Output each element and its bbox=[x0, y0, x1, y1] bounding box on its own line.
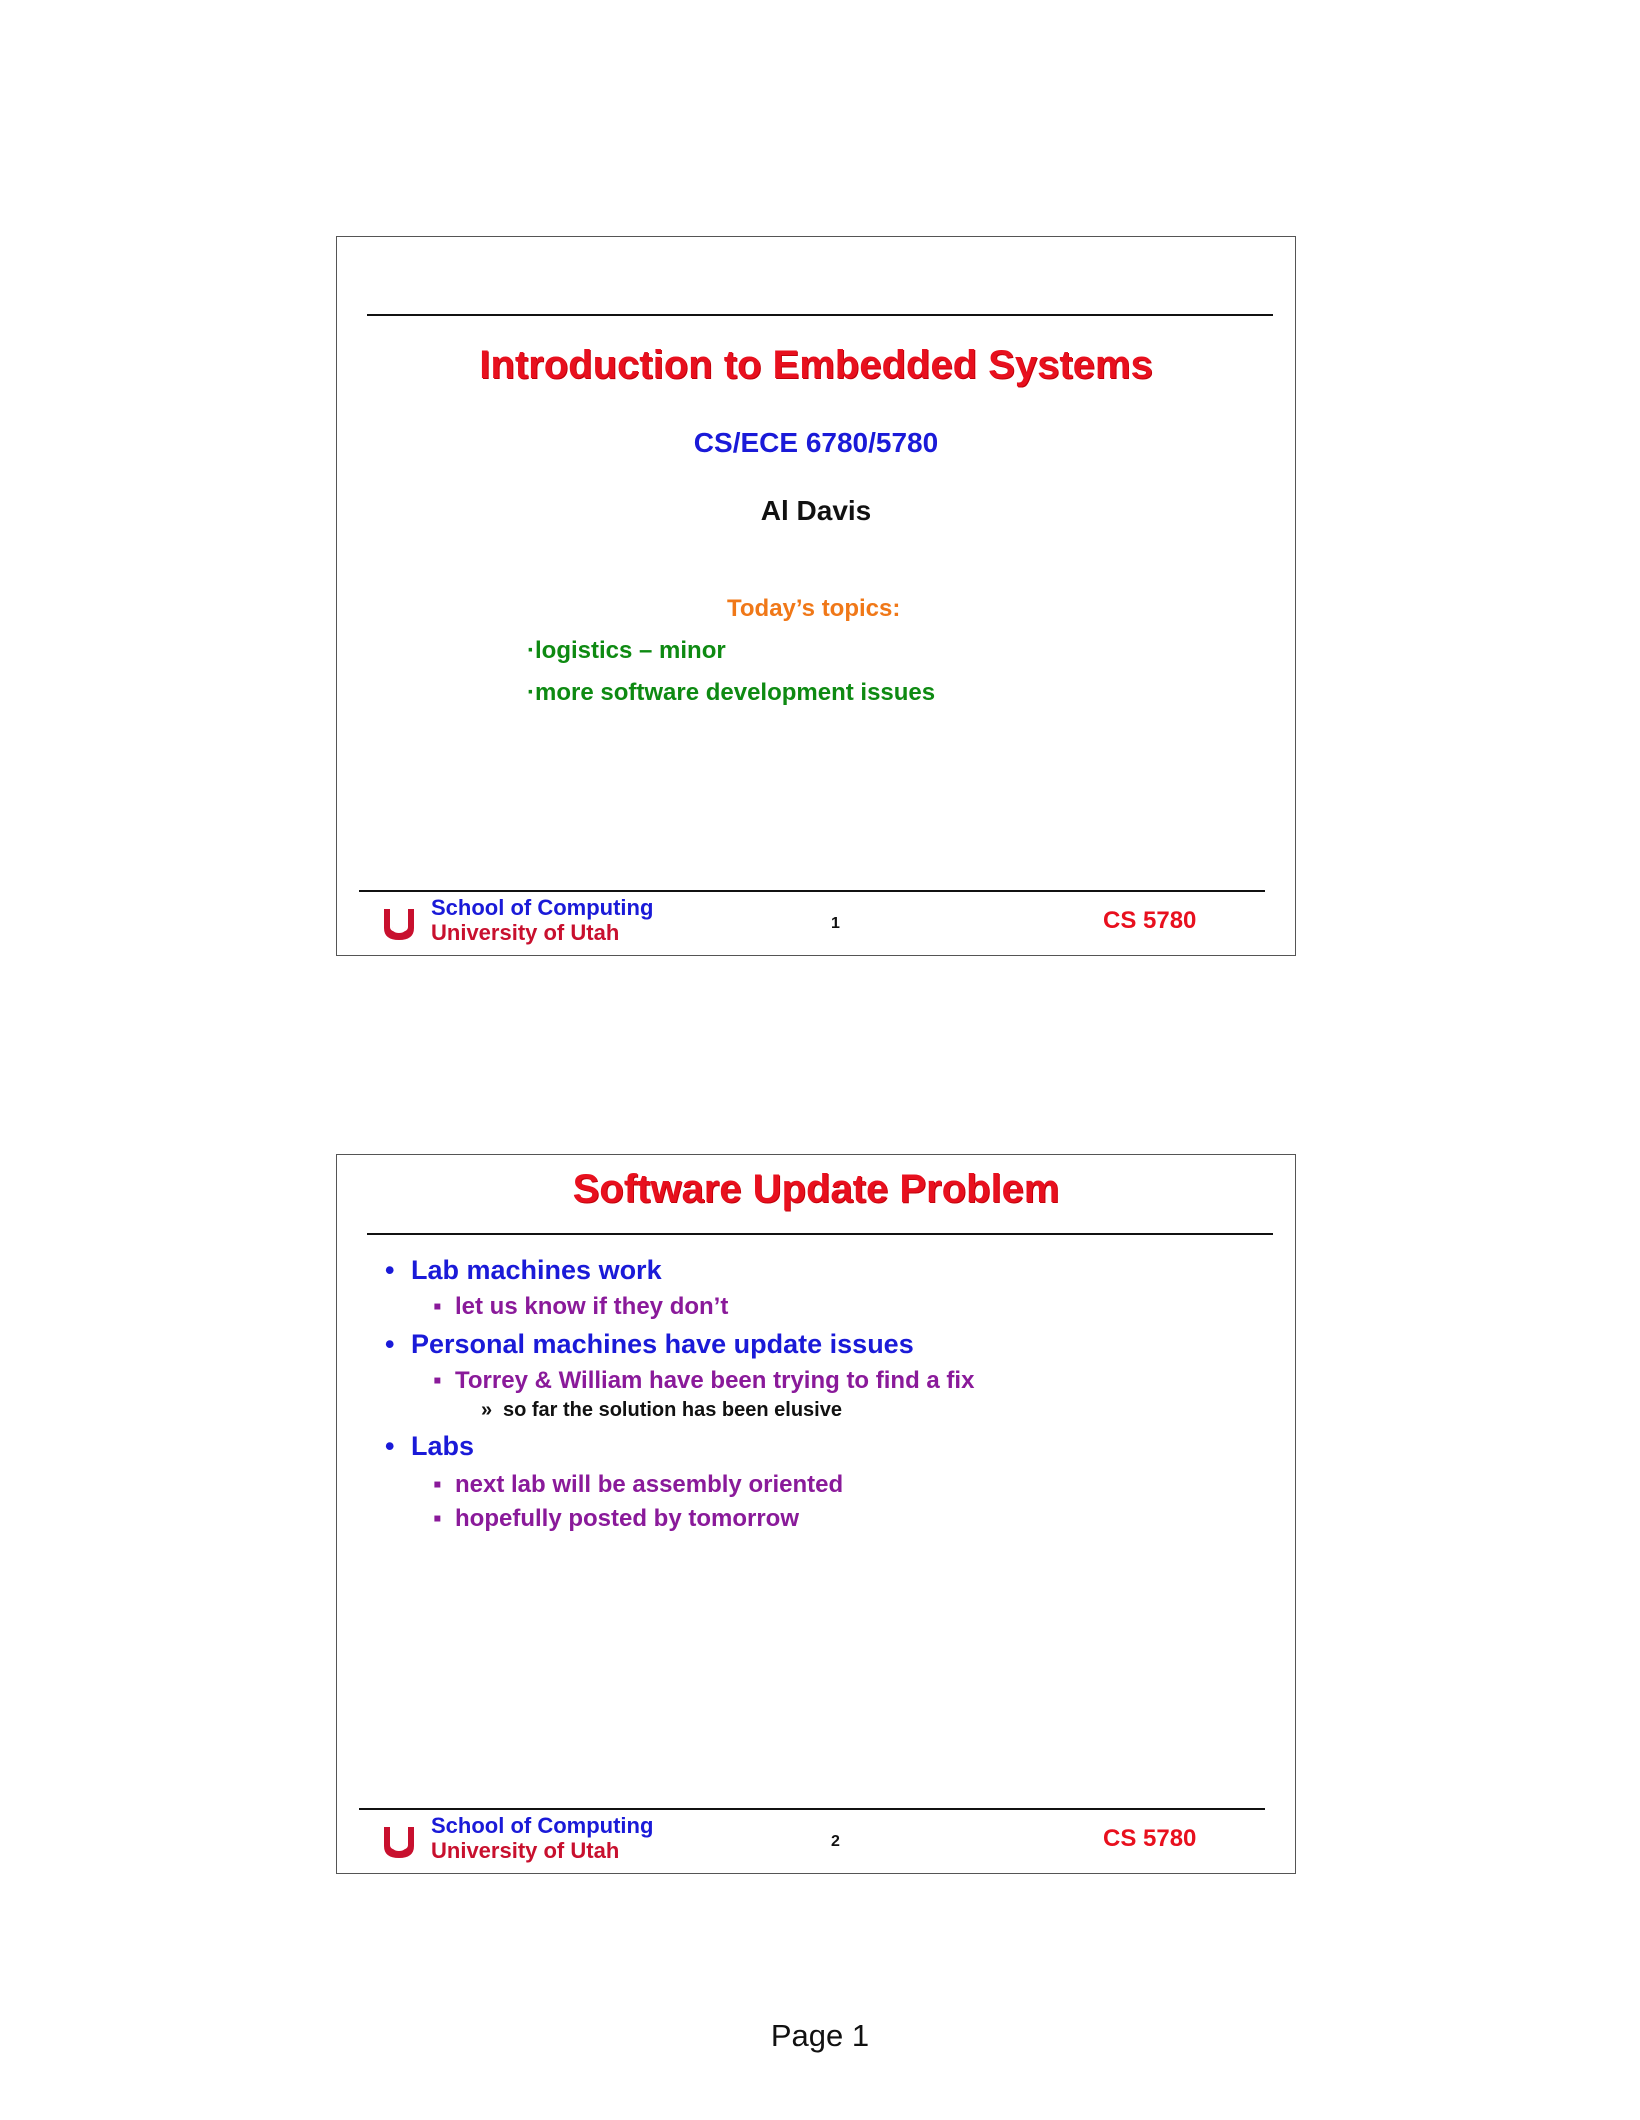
bullet-level3: » so far the solution has been elusive bbox=[481, 1399, 842, 1421]
footer-school: School of Computing bbox=[431, 1813, 654, 1838]
square-bullet-icon: ▪ bbox=[433, 1293, 442, 1320]
bullet-dot-icon: • bbox=[385, 1329, 395, 1359]
bullet-level2: ▪ let us know if they don’t bbox=[433, 1293, 729, 1320]
double-arrow-bullet-icon: » bbox=[481, 1399, 493, 1421]
title-rule bbox=[367, 314, 1273, 316]
footer-school: School of Computing bbox=[431, 895, 654, 920]
bullet-dot-icon: • bbox=[385, 1255, 395, 1285]
topic-item: ·more software development issues bbox=[527, 679, 936, 706]
author: Al Davis bbox=[760, 495, 872, 526]
footer-university: University of Utah bbox=[431, 920, 620, 945]
footer-university: University of Utah bbox=[431, 1838, 620, 1863]
footer-rule bbox=[359, 1808, 1265, 1810]
slide-title: Introduction to Embedded Systems bbox=[479, 343, 1153, 387]
bullet-level2: ▪ hopefully posted by tomorrow bbox=[433, 1505, 800, 1532]
bullet-level2: ▪ Torrey & William have been trying to find a fix bbox=[433, 1367, 975, 1394]
square-bullet-icon: ▪ bbox=[433, 1505, 442, 1532]
topics-heading: Today’s topics: bbox=[727, 595, 901, 622]
slide-title: Software Update Problem bbox=[572, 1167, 1060, 1211]
slide-number: 1 bbox=[831, 915, 840, 932]
footer-course: CS 5780 bbox=[1103, 907, 1197, 934]
page-label: Page 1 bbox=[770, 2018, 870, 2053]
square-bullet-icon: ▪ bbox=[433, 1471, 442, 1498]
title-rule bbox=[367, 1233, 1273, 1235]
bullet-dot-icon: • bbox=[385, 1431, 395, 1461]
bullet-level2: ▪ next lab will be assembly oriented bbox=[433, 1471, 844, 1498]
bullet-level1: • Labs bbox=[385, 1431, 475, 1461]
slide-number: 2 bbox=[831, 1833, 840, 1850]
bullet-level1: • Lab machines work bbox=[385, 1255, 662, 1285]
topic-item: ·logistics – minor bbox=[527, 637, 726, 664]
slide-2 bbox=[336, 1154, 1296, 1874]
university-of-utah-logo-icon bbox=[381, 907, 417, 941]
footer-rule bbox=[359, 890, 1265, 892]
slide-1 bbox=[336, 236, 1296, 956]
university-of-utah-logo-icon bbox=[381, 1825, 417, 1859]
course-code: CS/ECE 6780/5780 bbox=[693, 427, 939, 458]
square-bullet-icon: ▪ bbox=[433, 1367, 442, 1394]
bullet-level1: • Personal machines have update issues bbox=[385, 1329, 914, 1359]
footer-course: CS 5780 bbox=[1103, 1825, 1197, 1852]
